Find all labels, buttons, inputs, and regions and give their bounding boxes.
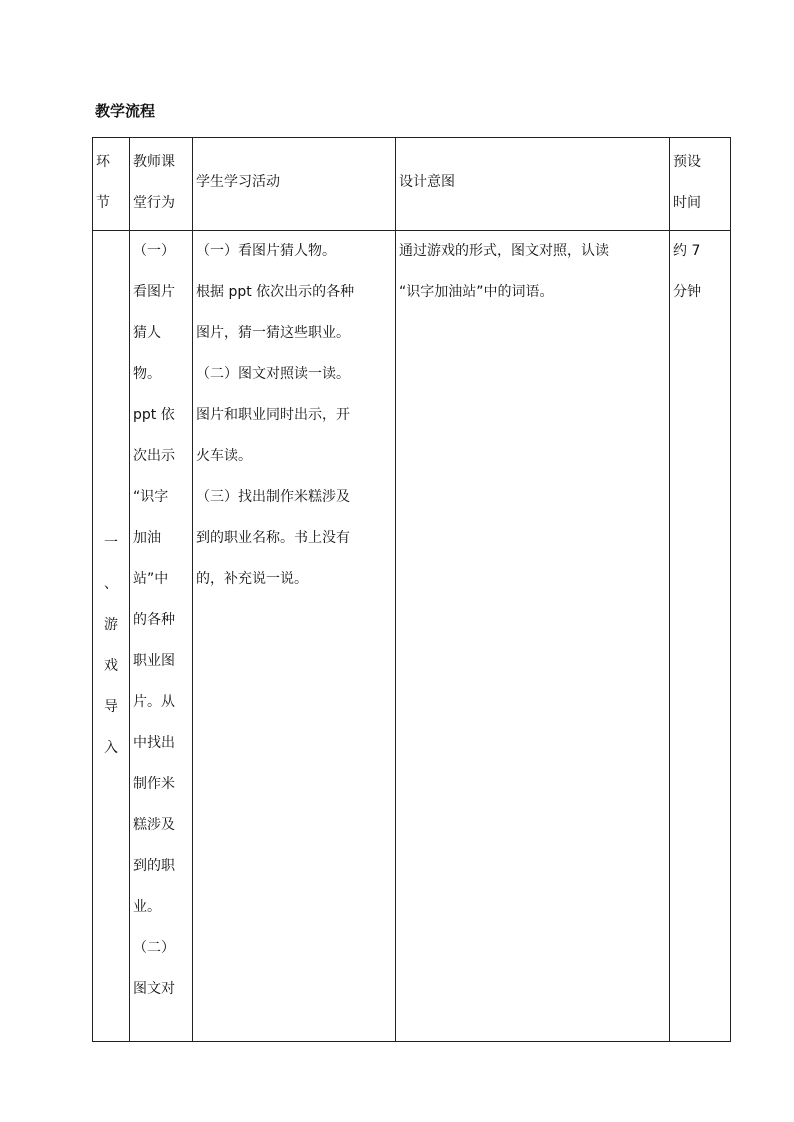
student-line: （三）找出制作米糕涉及 <box>196 489 350 505</box>
teacher-behavior-cell <box>130 231 193 1042</box>
student-line: （二）图文对照读一读。 <box>196 366 350 382</box>
time-line: 分钟 <box>673 284 701 300</box>
segment-char: 、 <box>104 576 118 592</box>
teacher-line: 次出示 <box>133 448 175 464</box>
student-line: 根据 ppt 依次出示的各种 <box>196 284 355 300</box>
segment-char: 导 <box>104 699 118 715</box>
header-teacher-line: 教师课 <box>133 154 175 170</box>
segment-char: 游 <box>104 617 118 633</box>
segment-char: 戏 <box>104 658 118 674</box>
teacher-line: （二） <box>133 940 175 956</box>
teacher-line: “识字 <box>133 489 169 505</box>
header-segment <box>93 138 130 231</box>
teacher-line: 片。从 <box>133 694 175 710</box>
teacher-line: 看图片 <box>133 284 175 300</box>
teacher-line: （一） <box>133 243 175 259</box>
header-teacher-behavior <box>130 138 193 231</box>
header-student-activity: 学生学习活动 <box>193 138 396 231</box>
teacher-line: 职业图 <box>133 653 175 669</box>
teacher-line: 制作米 <box>133 776 175 792</box>
teacher-line: 图文对 <box>133 981 175 997</box>
student-line: 到的职业名称。书上没有 <box>196 530 350 546</box>
teacher-line: 中找出 <box>133 735 175 751</box>
intent-line: “识字加油站”中的词语。 <box>399 284 554 300</box>
header-teacher-line: 堂行为 <box>133 195 175 211</box>
header-time-line: 预设 <box>673 154 701 170</box>
header-segment-line: 节 <box>96 195 110 211</box>
header-design-intent: 设计意图 <box>396 138 670 231</box>
time-line: 约 7 <box>673 243 701 259</box>
time-cell <box>670 231 731 1042</box>
student-line: （一）看图片猜人物。 <box>196 243 336 259</box>
teacher-line: 加油 <box>133 530 161 546</box>
student-line: 图片和职业同时出示，开 <box>196 407 350 423</box>
table-header-row <box>93 138 731 231</box>
header-time-line: 时间 <box>673 195 701 211</box>
teacher-line: 的各种 <box>133 612 175 628</box>
header-time <box>670 138 731 231</box>
intent-line: 通过游戏的形式，图文对照，认读 <box>399 243 609 259</box>
section-title: 教学流程 <box>95 102 156 120</box>
teacher-line: ppt 依 <box>133 407 175 423</box>
teacher-line: 糕涉及 <box>133 817 175 833</box>
teacher-line: 站”中 <box>133 571 169 587</box>
segment-char: 入 <box>104 740 118 756</box>
teacher-line: 物。 <box>133 366 161 382</box>
student-activity-cell <box>193 231 396 1042</box>
teacher-line: 到的职 <box>133 858 175 874</box>
segment-cell <box>93 231 130 1042</box>
design-intent-cell <box>396 231 670 1042</box>
teaching-flow-table <box>92 137 731 1042</box>
segment-char: 一 <box>104 535 118 551</box>
table-row <box>93 231 731 1042</box>
student-line: 图片，猜一猜这些职业。 <box>196 325 350 341</box>
student-line: 的，补充说一说。 <box>196 571 308 587</box>
student-line: 火车读。 <box>196 448 252 464</box>
teacher-line: 业。 <box>133 899 161 915</box>
header-segment-line: 环 <box>96 154 110 170</box>
teacher-line: 猜人 <box>133 325 161 341</box>
